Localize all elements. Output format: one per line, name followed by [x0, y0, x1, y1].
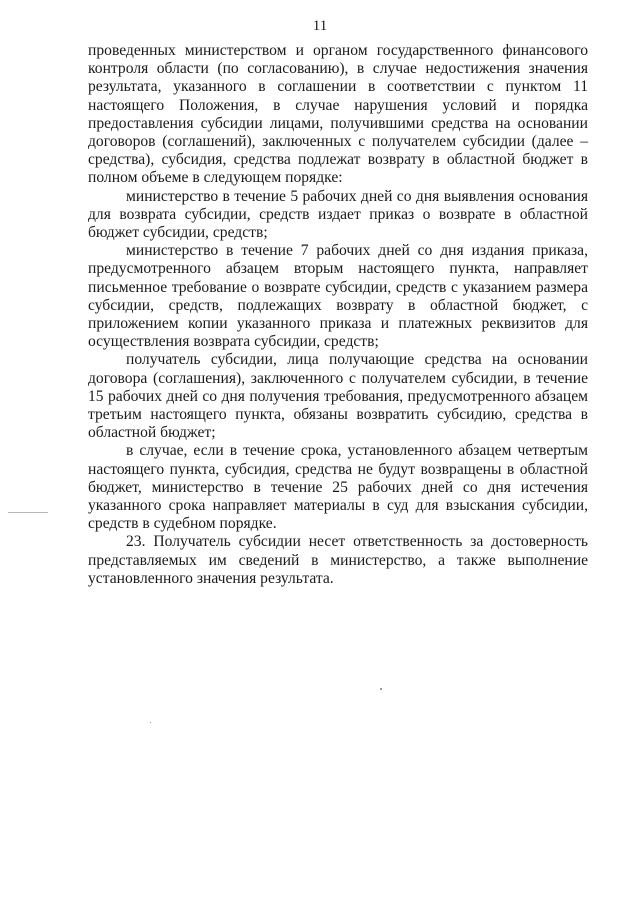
paragraph-order-of-return: министерство в течение 5 рабочих дней со дня выявления основания для возврата субсидии, средств издает приказ о возврате в областной бюджет субсидии, средств; — [88, 187, 588, 242]
scan-speck — [150, 722, 151, 723]
paragraph-recipient-obligation: получатель субсидии, лица получающие средства на основании договора (соглашения), заключенного с получателем субсидии, в течение 15 рабочих дней со дня получения требования, предусмотренного абзацем третьим настоящего пункта, обязаны возвратить субсидию, средства в областной бюджет; — [88, 351, 588, 442]
page-number: 11 — [312, 18, 328, 34]
scan-margin-mark — [8, 512, 48, 513]
paragraph-continuation: проведенных министерством и органом государственного финансового контроля области (по согласованию), в случае недостижения значения результата, указанного в соглашении в соответствии с пунктом 11 настоящего Положения, в случае нарушения условий и порядка предоставления субсидии лицами, получившими средства на основании договоров (соглашений), заключенных с получателем субсидии (далее – средства), субсидия, средства подлежат возврату в областной бюджет в полном объеме в следующем порядке: — [88, 42, 588, 187]
paragraph-court-recovery: в случае, если в течение срока, установленного абзацем четвертым настоящего пункта, субсидия, средства не будут возвращены в областной бюджет, министерство в течение 25 рабочих дней со дня истечения указанного срока направляет материалы в суд для взыскания субсидии, средств в судебном порядке. — [88, 442, 588, 533]
document-body — [88, 42, 588, 588]
scan-speck — [380, 688, 382, 690]
paragraph-item-23: 23. Получатель субсидии несет ответственность за достоверность представляемых им сведений в министерство, а также выполнение установленного значения результата. — [88, 533, 588, 587]
paragraph-written-demand: министерство в течение 7 рабочих дней со дня издания приказа, предусмотренного абзацем вторым настоящего пункта, направляет письменное требование о возврате субсидии, средств с указанием размера субсидии, средств, подлежащих возврату в областной бюджет, с приложением копии указанного приказа и платежных реквизитов для осуществления возврата субсидии, средств; — [88, 242, 588, 351]
